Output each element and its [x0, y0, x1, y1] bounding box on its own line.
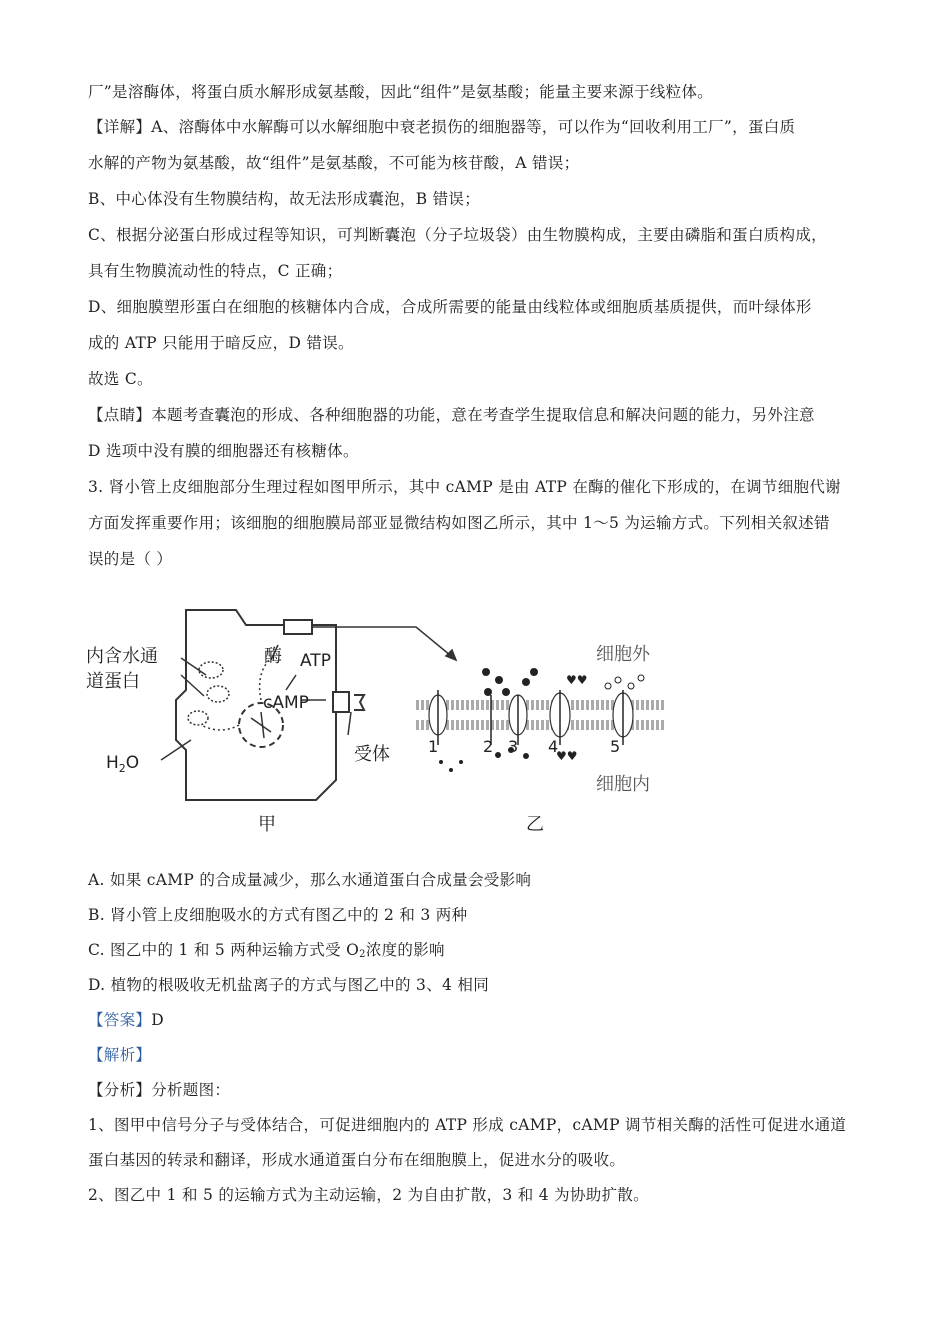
analysis-line: 2、图乙中 1 和 5 的运输方式为主动运输，2 为自由扩散，3 和 4 为协助扩散。 — [88, 1186, 649, 1204]
text-line: 厂”是溶酶体，将蛋白质水解形成氨基酸，因此“组件”是氨基酸；能量主要来源于线粒体。 — [88, 83, 714, 101]
question-stem: 误的是（ ） — [88, 550, 173, 568]
option-a: A. 如果 cAMP 的合成量减少，那么水通道蛋白合成量会受影响 — [88, 871, 532, 889]
text-line: 具有生物膜流动性的特点，C 正确； — [88, 262, 343, 280]
text-line: 故选 C。 — [88, 370, 153, 388]
label-yi: 乙 — [526, 814, 544, 835]
question-stem: 3. 肾小管上皮细胞部分生理过程如图甲所示，其中 cAMP 是由 ATP 在酶的催化下形成的，在调节细胞代谢 — [88, 478, 841, 496]
label-atp: ATP — [300, 651, 331, 671]
svg-text:♥♥: ♥♥ — [566, 673, 588, 687]
analysis-label: 【解析】 — [88, 1046, 152, 1064]
text-line: D、细胞膜塑形蛋白在细胞的核糖体内合成，合成所需要的能量由线粒体或细胞质基质提供，而叶绿体形 — [88, 298, 812, 316]
label-water-channel-1: 内含水通 — [86, 646, 158, 667]
num-5: 5 — [610, 737, 621, 756]
num-4: 4 — [548, 737, 559, 756]
label-water-channel-2: 道蛋白 — [86, 671, 140, 692]
option-c: C. 图乙中的 1 和 5 两种运输方式受 $O_2$浓度的影响 — [88, 941, 445, 960]
option-d: D. 植物的根吸收无机盐离子的方式与图乙中的 3、4 相同 — [88, 976, 490, 994]
text-line: 水解的产物为氨基酸，故“组件”是氨基酸，不可能为核苷酸，A 错误； — [88, 154, 580, 172]
text-line: 【详解】A、溶酶体中水解酶可以水解细胞中衰老损伤的细胞器等，可以作为“回收利用工厂”，蛋白质 — [88, 118, 796, 136]
num-1: 1 — [428, 737, 439, 756]
answer: 【答案】D — [88, 1011, 164, 1029]
label-enzyme: 酶 — [264, 646, 282, 667]
option-b: B. 肾小管上皮细胞吸水的方式有图乙中的 2 和 3 两种 — [88, 906, 468, 924]
label-receptor: 受体 — [354, 744, 390, 765]
text-line: B、中心体没有生物膜结构，故无法形成囊泡，B 错误； — [88, 190, 481, 208]
analysis-line: 1、图甲中信号分子与受体结合，可促进细胞内的 ATP 形成 cAMP，cAMP 调节相关酶的活性可促进水通道 — [88, 1116, 847, 1134]
num-2: 2 — [483, 737, 494, 756]
label-outside: 细胞外 — [596, 644, 650, 665]
text-line: D 选项中没有膜的细胞器还有核糖体。 — [88, 442, 359, 460]
membrane-bilayer — [416, 693, 666, 737]
transport-arrows — [438, 690, 623, 745]
svg-text:♥♥: ♥♥ — [556, 749, 578, 763]
label-camp: cAMP — [263, 693, 309, 713]
analysis-line: 蛋白基因的转录和翻译，形成水通道蛋白分布在细胞膜上，促进水分的吸收。 — [88, 1151, 626, 1169]
vesicles — [188, 662, 229, 725]
num-3: 3 — [508, 737, 519, 756]
text-line: C、根据分泌蛋白形成过程等知识，可判断囊泡（分子垃圾袋）由生物膜构成，主要由磷脂和蛋白质构成， — [88, 226, 827, 244]
analysis-line: 【分析】分析题图： — [88, 1081, 231, 1099]
question-stem: 方面发挥重要作用；该细胞的细胞膜局部亚显微结构如图乙所示，其中 1～5 为运输方式。下列相关叙述错 — [88, 514, 830, 532]
label-jia: 甲 — [258, 814, 276, 835]
label-inside: 细胞内 — [596, 774, 650, 795]
text-line: 成的 ATP 只能用于暗反应，D 错误。 — [88, 334, 354, 352]
text-line: 【点睛】本题考查囊泡的形成、各种细胞器的功能，意在考查学生提取信息和解决问题的能力，另外注意 — [88, 406, 815, 424]
question-figure — [86, 600, 666, 840]
label-h2o: $H_2O$ — [106, 753, 140, 775]
